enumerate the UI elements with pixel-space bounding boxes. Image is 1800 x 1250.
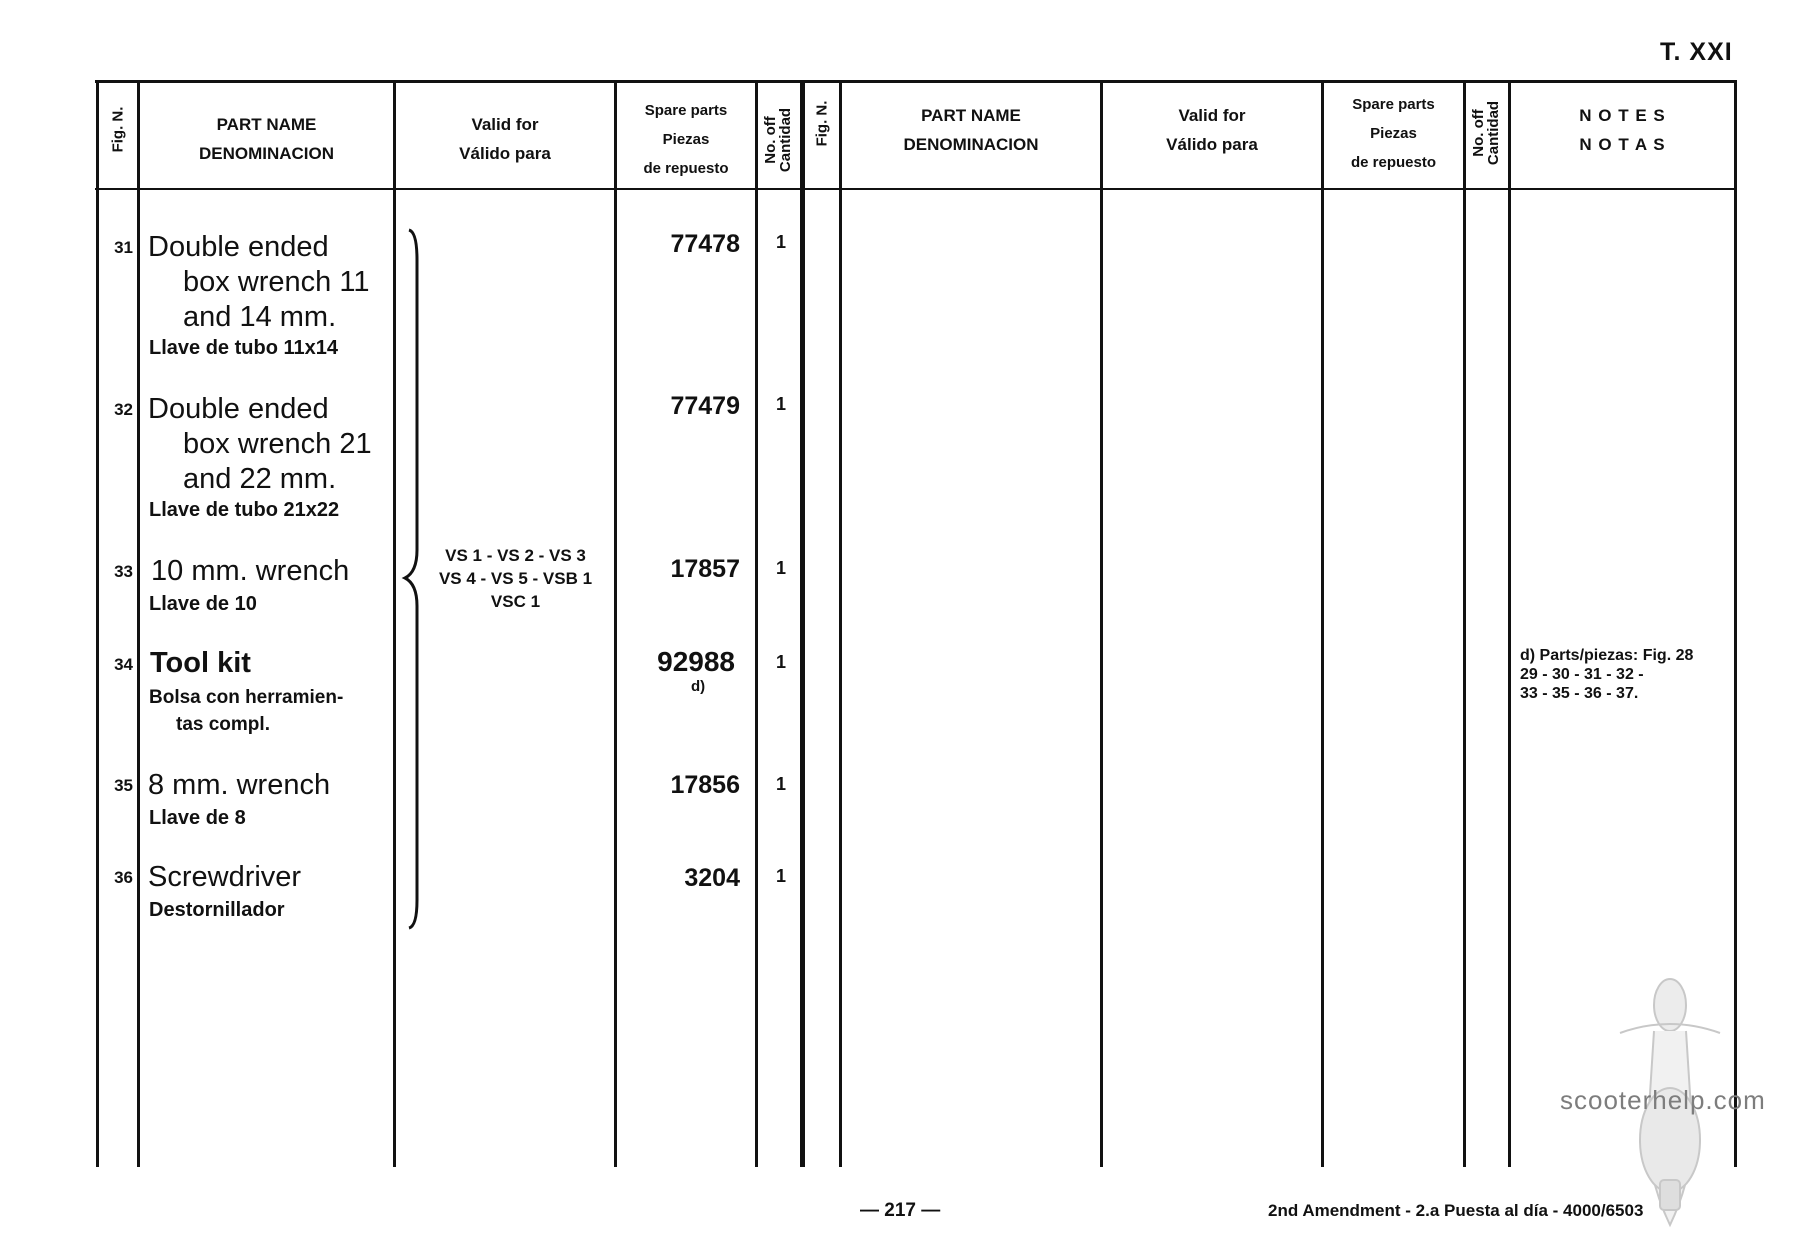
fig-number: 33 bbox=[114, 562, 133, 581]
part-name-en: Double ended box wrench 11 and 14 mm. bbox=[148, 231, 370, 333]
valid-for-models: VS 1 - VS 2 - VS 3 VS 4 - VS 5 - VSB 1 VSC 1 bbox=[438, 546, 593, 611]
part-name-en: 8 mm. wrench bbox=[148, 769, 331, 801]
spare-part-number: 3204 bbox=[684, 864, 740, 892]
part-name-es: Llave de 8 bbox=[149, 807, 246, 829]
col-divider bbox=[1463, 82, 1466, 1167]
amendment-footer: 2nd Amendment - 2.a Puesta al día - 4000/6503 bbox=[1268, 1201, 1644, 1220]
spare-part-number: 77478 bbox=[670, 230, 740, 258]
part-name-es: Llave de tubo 21x22 bbox=[149, 499, 340, 521]
quantity: 1 bbox=[776, 232, 787, 252]
header-notes: N O T E S N O T A S bbox=[1579, 106, 1666, 154]
notes-text: d) Parts/piezas: Fig. 28 29 - 30 - 31 - 32 - 33 - 35 - 36 - 37. bbox=[1520, 647, 1694, 702]
header-valid-for: Valid for Válido para bbox=[459, 115, 551, 163]
header-quantity: No. off Cantidad bbox=[762, 107, 794, 173]
spare-part-note-ref: d) bbox=[691, 678, 706, 695]
col-divider bbox=[1508, 82, 1511, 1167]
fig-number: 32 bbox=[114, 400, 133, 419]
col-divider bbox=[1321, 82, 1324, 1167]
page-code: T. XXI bbox=[1660, 38, 1733, 66]
fig-number: 35 bbox=[114, 776, 133, 795]
quantity: 1 bbox=[776, 394, 787, 414]
header-spare-parts-right: Spare parts Piezas de repuesto bbox=[1350, 96, 1437, 171]
part-name-es: Destornillador bbox=[149, 899, 285, 921]
part-name-en: 10 mm. wrench bbox=[151, 555, 350, 587]
spare-part-number: 17857 bbox=[670, 555, 740, 583]
header-part-name: PART NAME DENOMINACION bbox=[198, 115, 335, 163]
watermark-text: scooterhelp.com bbox=[1560, 1085, 1766, 1115]
header-valid-for-right: Valid for Válido para bbox=[1166, 106, 1258, 154]
header-fig: Fig. N. bbox=[109, 106, 127, 153]
col-divider bbox=[800, 82, 805, 1167]
col-divider bbox=[614, 82, 617, 1167]
quantity: 1 bbox=[776, 558, 787, 578]
header-fig-right: Fig. N. bbox=[813, 100, 831, 147]
spare-part-number: 17856 bbox=[670, 771, 740, 799]
spare-part-number: 92988 bbox=[657, 646, 735, 677]
header-part-name-right: PART NAME DENOMINACION bbox=[903, 106, 1039, 154]
part-name-es: Llave de 10 bbox=[149, 593, 257, 615]
col-divider bbox=[137, 82, 140, 1167]
page-number: — 217 — bbox=[860, 1200, 941, 1221]
part-name-en: Double ended box wrench 21 and 22 mm. bbox=[148, 393, 372, 495]
part-name-es: Bolsa con herramien- tas compl. bbox=[149, 687, 344, 735]
spare-part-number: 77479 bbox=[670, 392, 740, 420]
col-divider bbox=[839, 82, 842, 1167]
part-name-en: Tool kit bbox=[150, 647, 251, 679]
part-name-en: Screwdriver bbox=[148, 861, 302, 893]
fig-number: 34 bbox=[114, 655, 133, 674]
quantity: 1 bbox=[776, 866, 787, 886]
part-name-es: Llave de tubo 11x14 bbox=[149, 337, 338, 359]
fig-number: 31 bbox=[114, 238, 133, 257]
quantity: 1 bbox=[776, 652, 787, 672]
header-bottom-border bbox=[95, 188, 1737, 190]
col-divider bbox=[1100, 82, 1103, 1167]
header-quantity-right: No. off Cantidad bbox=[1470, 100, 1502, 166]
table-top-border bbox=[95, 80, 1737, 83]
fig-number: 36 bbox=[114, 868, 133, 887]
col-divider bbox=[755, 82, 758, 1167]
quantity: 1 bbox=[776, 774, 787, 794]
header-spare-parts: Spare parts Piezas de repuesto bbox=[643, 102, 729, 177]
